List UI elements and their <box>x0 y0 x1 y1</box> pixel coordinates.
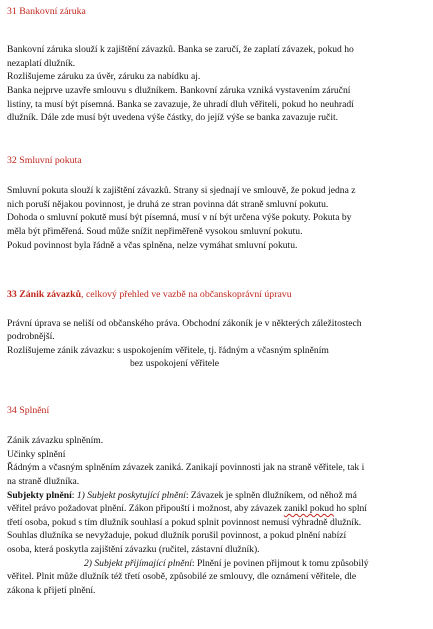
paragraph-line: věřitel. Plnit může dlužník též třetí osobě, způsobilé ze smlouvy, dle oznámení věřitele, dle <box>7 571 357 583</box>
paragraph-line: Rozlišujeme zánik závazku: s uspokojením věřitele, tj. řádným a včasným splněním <box>7 344 329 356</box>
subject-2-title: 2) Subjekt přijímající plnění <box>84 557 192 569</box>
paragraph-line: podrobnější. <box>7 331 55 343</box>
paragraph-line: Učinky splnění <box>7 448 66 460</box>
paragraph-line: Banka nejprve uzavře smlouvu s dlužníkem. Bankovní záruka vzniká vystavením záruční <box>7 84 351 96</box>
paragraph-line: na straně dlužníka. <box>7 475 80 487</box>
spelling-marked-text: zanikl pokud <box>284 503 334 515</box>
paragraph-line: Řádným a včasným splněním závazek zaniká. Zanikají povinnosti jak na straně věřitele, tak i <box>7 462 365 474</box>
paragraph-line: bez uspokojení věřitele <box>130 358 219 370</box>
section-31 <box>7 5 427 125</box>
paragraph-line: zákona k přijetí plnění. <box>7 584 96 596</box>
paragraph-line: Souhlas dlužníka se nevyžaduje, pokud dlužník porušil povinnost, a pokud plnění nabízí <box>7 530 347 542</box>
paragraph-line: měla být přiměřená. Soud může snížit nepřiměřeně vysokou smluvní pokutu. <box>7 225 303 237</box>
paragraph-line: Právní úprava se neliší od občanského práva. Obchodní zákoník je v některých záležitostech <box>7 317 362 329</box>
subjects-colon: : <box>71 489 77 501</box>
heading-34: 34 Splnění <box>7 405 50 416</box>
line-a-end: ho splní <box>333 503 367 515</box>
paragraph-line: Dohoda o smluvní pokutě musí být písemná, musí v ní být určena výše pokuty. Pokuta by <box>7 212 352 224</box>
heading-33-rest: , celkový přehled ve vazbě na občanskoprávní úpravu <box>81 289 292 300</box>
heading-32: 32 Smluvní pokuta <box>7 155 82 166</box>
paragraph-line: nich poruší nějakou povinnost, je druhá ze stran povinna dát straně smluvní pokutu. <box>7 198 329 210</box>
paragraph-line: třetí osoba, pokud s tím dlužník souhlasí a pokud splnit povinnost nemusí výhradně dlužník. <box>7 516 362 528</box>
heading-31: 31 Bankovní záruka <box>7 6 86 17</box>
subjects-label: Subjekty plnění <box>7 489 72 501</box>
subject-1-text: : Závazek je splněn dlužníkem, od něhož má <box>185 489 357 501</box>
section-32 <box>7 154 427 252</box>
line-a-text: věřitel právo požadovat plnění. Zákon připouští i možnost, aby závazek <box>7 503 285 515</box>
paragraph-line: nezaplatí dlužník. <box>7 57 76 69</box>
paragraph-line: dlužník. Dále zde musí být uvedena výše částky, do jejíž výše se banka zavazuje ručit. <box>7 112 339 124</box>
paragraph-line <box>7 502 427 516</box>
heading-33-bold: 33 Zánik závazků <box>7 289 82 300</box>
heading-33 <box>7 288 427 302</box>
paragraph-line: Zánik závazku splněním. <box>7 435 104 447</box>
section-34 <box>7 404 427 597</box>
paragraph-line: Pokud povinnost byla řádně a včas splněna, nelze vymáhat smluvní pokutu. <box>7 239 298 251</box>
paragraph-line: Smluvní pokuta slouží k zajištění závazků. Strany si sjednají ve smlouvě, že pokud jedna z <box>7 185 356 197</box>
section-33 <box>7 288 427 371</box>
paragraph-line: Rozlišujeme záruku za úvěr, záruku za nabídku aj. <box>7 71 201 83</box>
paragraph-line: Bankovní záruka slouží k zajištění závazků. Banka se zaručí, že zaplatí závazek, pokud ho <box>7 44 354 56</box>
subject-1-title: 1) Subjekt poskytující plnění <box>76 489 186 501</box>
paragraph-line: listiny, ta musí být písemná. Banka se zavazuje, že uhradí dluh věřiteli, pokud ho neuhradí <box>7 98 354 110</box>
subjects-line <box>7 489 427 503</box>
subject-2-line <box>7 557 427 571</box>
subject-2-text: : Plnění je povinen přijmout k tomu způsobilý <box>191 557 369 569</box>
paragraph-line: osoba, která poskytla zajištění závazku (ručitel, zástavní dlužník). <box>7 543 260 555</box>
